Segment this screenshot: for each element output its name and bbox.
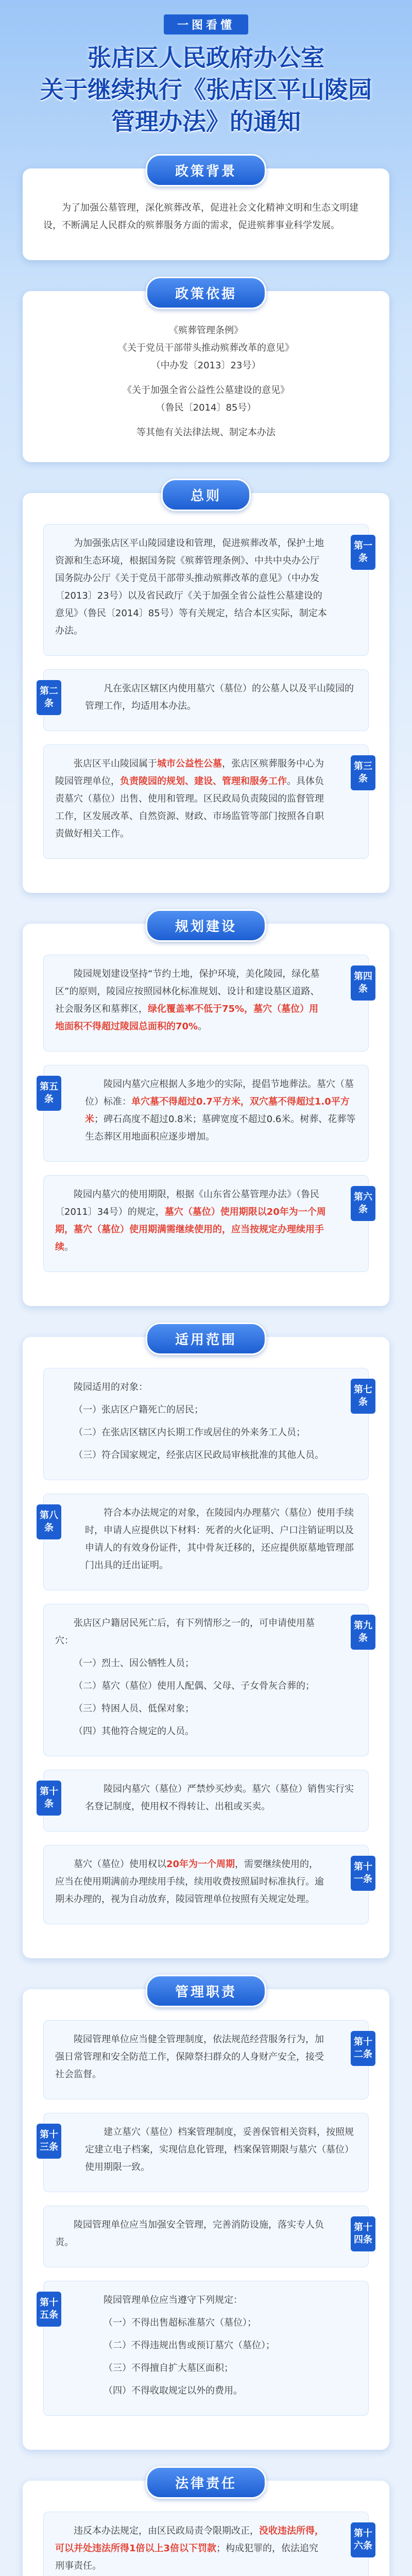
article-tag: 第十四条 (351, 2216, 375, 2251)
article-4: 第四条 陵园规划建设坚持“节约土地，保护环境，美化陵园，绿化墓区”的原则，陵园应按照园林化标准规划、设计和建设墓区道路、社会服务区和墓葬区，绿化覆盖率不低于75%，墓穴（墓位）用地面积不得超过陵园总面积的70%。 (43, 955, 369, 1052)
section-liability (23, 2476, 389, 2576)
article-tag: 第十条 (37, 1781, 61, 1816)
section-heading: 适用范围 (146, 1323, 266, 1355)
article-3: 第三条 张店区平山陵园属于城市公益性公墓，张店区殡葬服务中心为陵园管理单位，负责陵园的规划、建设、管理和服务工作。具体负责墓穴（墓位）出售、使用和管理。区民政局负责陵园的监督管理工作，区发展改革、自然资源、财政、市场监管等部门按照各自职责做好相关工作。 (43, 744, 369, 859)
article-tag: 第五条 (37, 1076, 61, 1111)
article-10: 第十条 陵园内墓穴（墓位）严禁炒买炒卖。墓穴（墓位）销售实行实名登记制度，使用权不得转让、出租或买卖。 (43, 1770, 369, 1832)
article-2: 第二条 凡在张店区辖区内使用墓穴（墓位）的公墓人以及平山陵园的管理工作，均适用本办法。 (43, 669, 369, 731)
article-tag: 第二条 (37, 680, 61, 715)
article-tag: 第七条 (351, 1379, 375, 1414)
basis-item: 《关于党员干部带头推动殡葬改革的意见》 (118, 343, 294, 353)
article-tag: 第十一条 (351, 1856, 375, 1891)
article-tag: 第一条 (351, 535, 375, 570)
article-tag: 第十六条 (351, 2522, 375, 2557)
article-14: 第十四条 陵园管理单位应当加强安全管理，完善消防设施，落实专人负责。 (43, 2206, 369, 2267)
top-banner (0, 0, 412, 138)
section-general (23, 488, 389, 893)
article-11: 第十一条 墓穴（墓位）使用权以20年为一个周期，需要继续使用的，应当在使用期满前办理续用手续，续用收费按照届时标准执行。逾期未办理的，视为自动放弃，陵园管理单位按照有关规定处理。 (43, 1845, 369, 1924)
article-tag: 第六条 (351, 1186, 375, 1221)
section-management (23, 1985, 389, 2450)
banner-tag: 一图看懂 (164, 14, 248, 35)
article-8: 第八条 符合本办法规定的对象，在陵园内办理墓穴（墓位）使用手续时，申请人应提供以下材料：死者的火化证明、户口注销证明以及申请人的有效身份证件，其中骨灰迁移的，还应提供原墓地管理部门出具的迁出证明。 (43, 1494, 369, 1590)
article-tag: 第四条 (351, 965, 375, 1001)
article-tag: 第八条 (37, 1504, 61, 1539)
section-background (23, 164, 389, 260)
article-5: 第五条 陵园内墓穴应根据人多地少的实际，提倡节地葬法。墓穴（墓位）标准：单穴墓不得超过0.7平方米，双穴墓不得超过1.0平方米；碑石高度不超过0.8米；墓碑宽度不超过0.6米。树葬、花葬等生态葬区用地面积应逐步增加。 (43, 1065, 369, 1162)
basis-item: （中办发〔2013〕23号） (151, 360, 261, 371)
article-12: 第十二条 陵园管理单位应当健全管理制度，依法规范经营服务行为，加强日常管理和安全防范工作，保障祭扫群众的人身财产安全，接受社会监督。 (43, 2020, 369, 2099)
section-heading: 政策背景 (146, 154, 266, 187)
article-tag: 第十三条 (37, 2124, 61, 2159)
basis-list (43, 322, 369, 442)
basis-item: 《关于加强全省公益性公墓建设的意见》 (123, 385, 289, 396)
section-heading: 管理职责 (146, 1975, 266, 2007)
page-title: 张店区人民政府办公室 关于继续执行《张店区平山陵园 管理办法》的通知 (40, 44, 372, 135)
article-tag: 第三条 (351, 755, 375, 790)
basis-item: 等其他有关法律法规、制定本办法 (136, 427, 276, 438)
section-basis (23, 286, 389, 462)
article-tag: 第十五条 (37, 2292, 61, 2327)
section-heading: 法律责任 (146, 2466, 266, 2499)
article-tag: 第十二条 (351, 2031, 375, 2066)
article-1: 第一条 为加强张店区平山陵园建设和管理，促进殡葬改革，保护土地资源和生态环境，根据国务院《殡葬管理条例》、中共中央办公厅 国务院办公厅《关于党员干部带头推动殡葬改革的意见》（中办发〔2013〕23号）以及省民政厅《关于加强全省公益性公墓建设的意见》（鲁民〔2014〕85号）等有关规定，结合本区实际，制定本办法。 (43, 524, 369, 656)
section-scope (23, 1332, 389, 1958)
article-16: 第十六条 违反本办法规定，由区民政局责令限期改正，没收违法所得，可以并处违法所得1倍以上3倍以下罚款；构成犯罪的，依法追究刑事责任。 (43, 2512, 369, 2576)
basis-item: （鲁民〔2014〕85号） (156, 402, 256, 413)
article-6: 第六条 陵园内墓穴的使用期限，根据《山东省公墓管理办法》（鲁民〔2011〕34号）的规定，墓穴（墓位）使用期限以20年为一个周期，墓穴（墓位）使用期满需继续使用的，应当按规定办理续用手续。 (43, 1175, 369, 1272)
basis-item: 《殡葬管理条例》 (169, 325, 243, 336)
section-heading: 总则 (161, 479, 251, 511)
article-7: 第七条 陵园适用的对象： （一）张店区户籍死亡的居民； （二）在张店区辖区内长期工作或居住的外来务工人员； （三）符合国家规定，经张店区民政局审核批准的其他人员。 (43, 1368, 369, 1480)
section-planning (23, 919, 389, 1306)
article-9: 第九条 张店区户籍居民死亡后，有下列情形之一的，可申请使用墓穴： （一）烈士、因公牺牲人员； （二）墓穴（墓位）使用人配偶、父母、子女骨灰合葬的； （三）特困人员、低保对象； （四）其他符合规定的人员。 (43, 1604, 369, 1756)
article-tag: 第九条 (351, 1615, 375, 1650)
background-text: 为了加强公墓管理，深化殡葬改革，促进社会文化精神文明和生态文明建设，不断满足人民群众的殡葬服务方面的需求，促进殡葬事业科学发展。 (43, 202, 358, 231)
article-15: 第十五条 陵园管理单位应当遵守下列规定： （一）不得出售超标准墓穴（墓位）； （二）不得违规出售或预订墓穴（墓位）； （三）不得擅自扩大墓区面积； （四）不得收取规定以外的费用。 (43, 2281, 369, 2416)
article-13: 第十三条 建立墓穴（墓位）档案管理制度，妥善保管相关资料，按照规定建立电子档案，实现信息化管理，档案保管期限与墓穴（墓位）使用期限一致。 (43, 2113, 369, 2192)
section-heading: 政策依据 (146, 277, 266, 309)
section-heading: 规划建设 (146, 909, 266, 942)
